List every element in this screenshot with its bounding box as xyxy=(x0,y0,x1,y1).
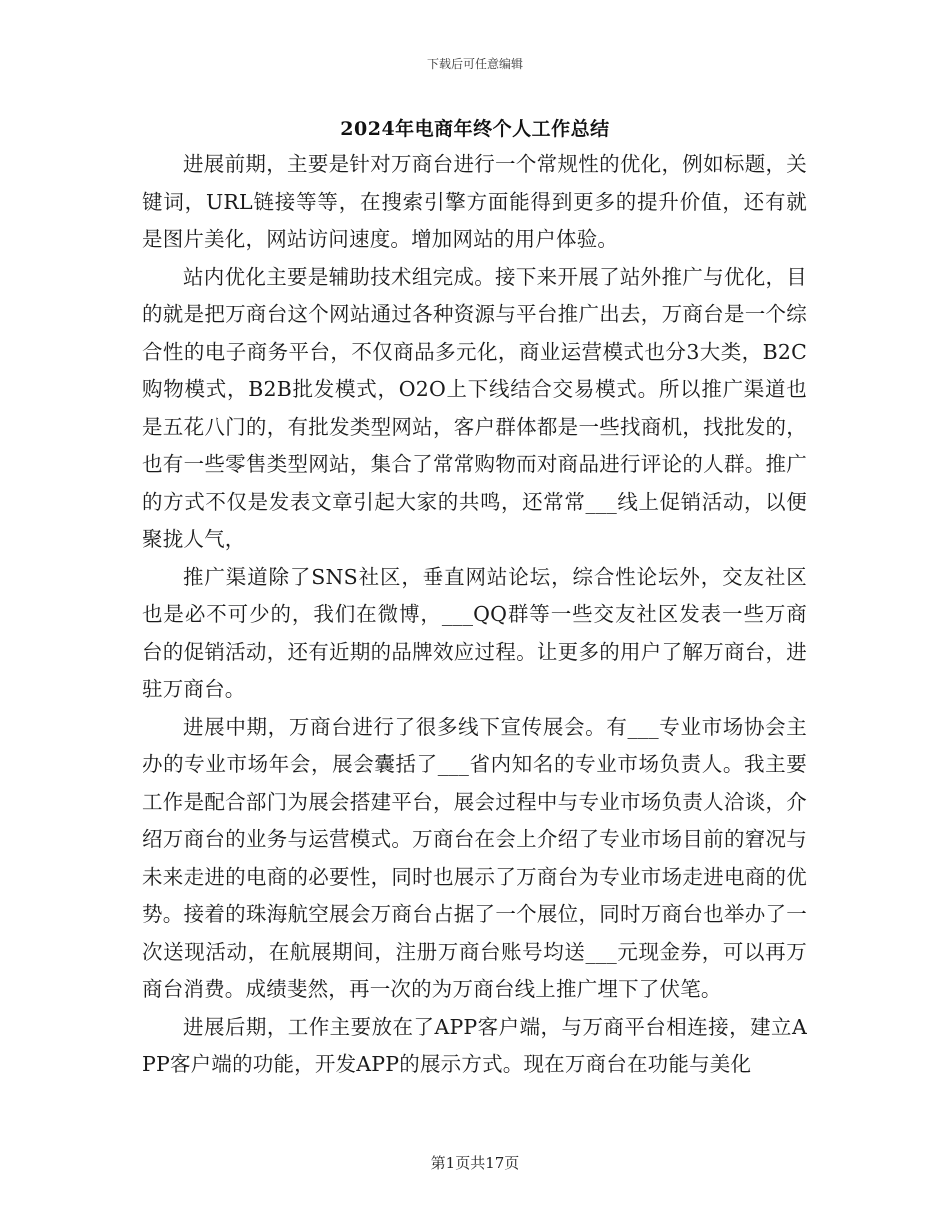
paragraph-late-stage: 进展后期，工作主要放在了APP客户端，与万商平台相连接，建立APP客户端的功能，开发APP的展示方式。现在万商台在功能与美化 xyxy=(142,1014,807,1076)
paragraph-site-promotion: 站内优化主要是辅助技术组完成。接下来开展了站外推广与优化，目的就是把万商台这个网站通过各种资源与平台推广出去，万商台是一个综合性的电子商务平台，不仅商品多元化，商业运营模式也分3大类，B2C购物模式，B2B批发模式，O2O上下线结合交易模式。所以推广渠道也是五花八门的，有批发类型网站，客户群体都是一些找商机，找批发的，也有一些零售类型网站，集合了常常购物而对商品进行评论的人群。推广的方式不仅是发表文章引起大家的共鸣，还常常___线上促销活动，以便聚拢人气， xyxy=(142,264,807,551)
document-body xyxy=(142,146,807,1084)
page-number: 第1页共17页 xyxy=(430,1154,520,1172)
paragraph-early-stage: 进展前期，主要是针对万商台进行一个常规性的优化，例如标题，关键词，URL链接等等，在搜索引擎方面能得到更多的提升价值，还有就是图片美化，网站访问速度。增加网站的用户体验。 xyxy=(142,152,807,251)
page-header-note: 下载后可任意编辑 xyxy=(426,57,523,71)
paragraph-promotion-channels: 推广渠道除了SNS社区，垂直网站论坛，综合性论坛外，交友社区也是必不可少的，我们在微博，___QQ群等一些交友社区发表一些万商台的促销活动，还有近期的品牌效应过程。让更多的用户了解万商台，进驻万商台。 xyxy=(142,564,807,701)
paragraph-mid-stage: 进展中期，万商台进行了很多线下宣传展会。有___专业市场协会主办的专业市场年会，展会囊括了___省内知名的专业市场负责人。我主要工作是配合部门为展会搭建平台，展会过程中与专业市场负责人洽谈，介绍万商台的业务与运营模式。万商台在会上介绍了专业市场目前的窘况与未来走进的电商的必要性，同时也展示了万商台为专业市场走进电商的优势。接着的珠海航空展会万商台占据了一个展位，同时万商台也举办了一次送现活动，在航展期间，注册万商台账号均送___元现金券，可以再万商台消费。成绩斐然，再一次的为万商台线上推广埋下了伏笔。 xyxy=(142,714,807,1001)
document-title: 2024年电商年终个人工作总结 xyxy=(340,118,610,140)
